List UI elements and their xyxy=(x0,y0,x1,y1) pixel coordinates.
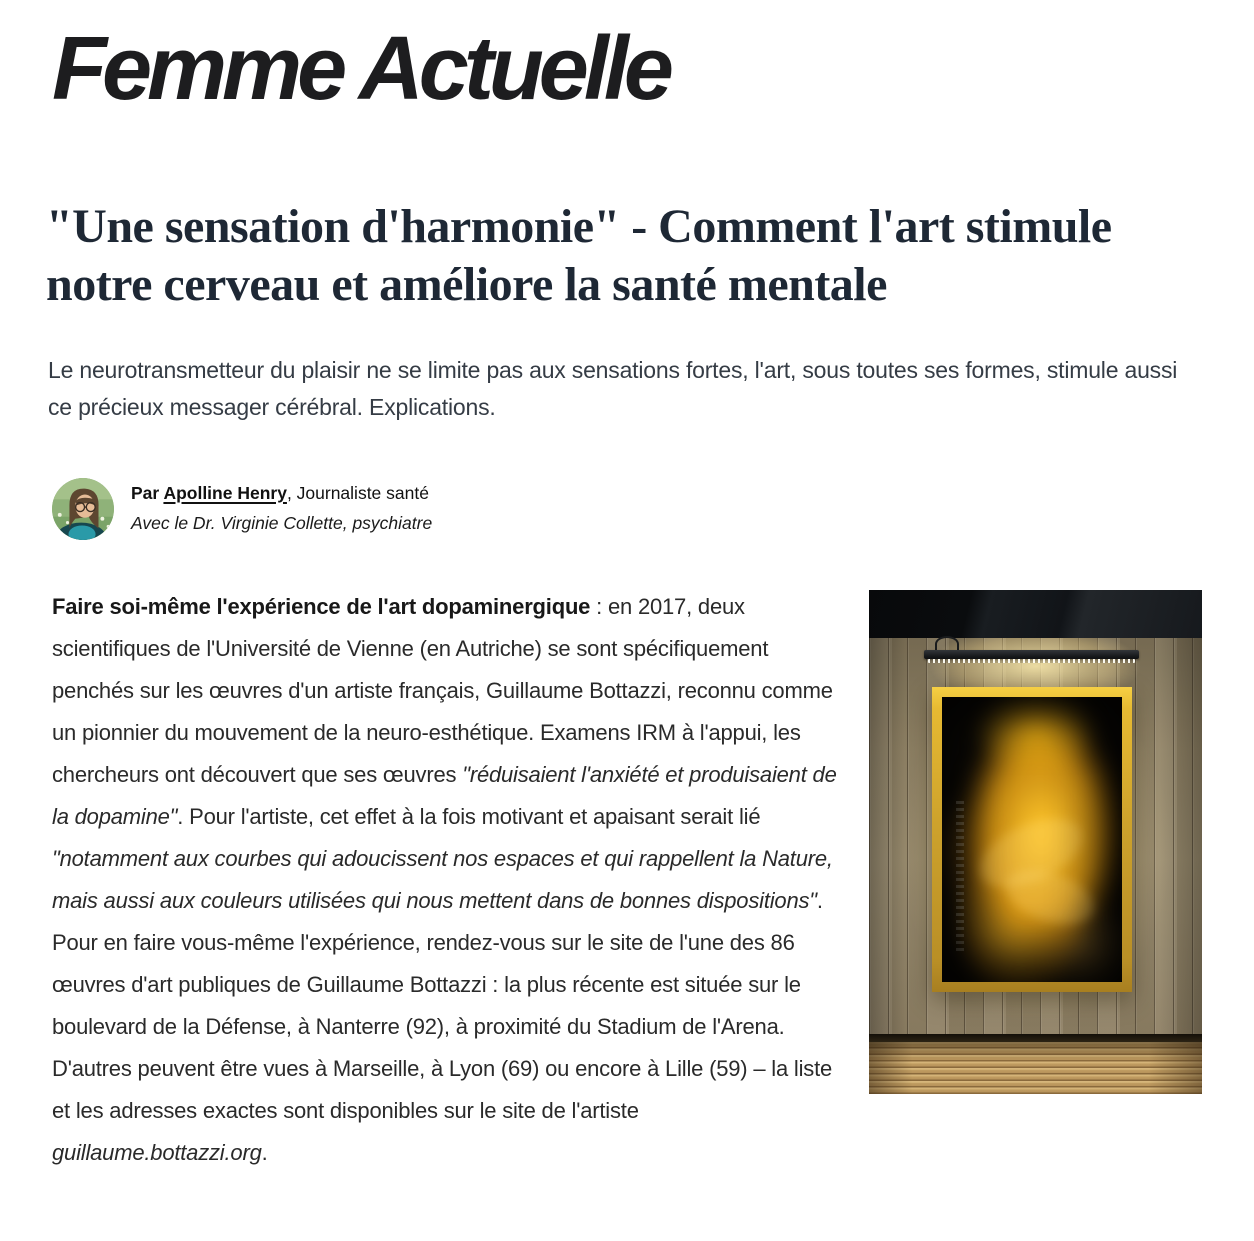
paragraph-segment: : en 2017, deux scientifiques de l'Université de Vienne (en Autriche) se sont spécifiquement penchés sur les œuvres d'un artiste français, Guillaume Bottazzi, reconnu comme un pionnier du mouvement de la neuro-esthétique. Examens IRM à l'appui, les chercheurs ont découvert que ses œuvres xyxy=(52,594,833,787)
byline-prefix: Par xyxy=(131,483,164,503)
photo-artwork xyxy=(942,697,1122,982)
photo-wall-shadow xyxy=(869,1034,1202,1042)
photo-gold-frame xyxy=(932,687,1132,992)
article-image xyxy=(869,590,1202,1094)
author-avatar-illustration xyxy=(52,478,114,540)
photo-ceiling xyxy=(869,590,1202,638)
artist-website-link[interactable]: guillaume.bottazzi.org xyxy=(52,1140,262,1165)
site-logo[interactable]: Femme Actuelle xyxy=(52,19,669,119)
photo-lamp-bar xyxy=(924,650,1139,659)
byline xyxy=(52,478,1202,540)
paragraph-quote: "notamment aux courbes qui adoucissent nos espaces et qui rappellent la Nature, mais aussi aux couleurs utilisées qui nous mettent dans de bonnes dispositions" xyxy=(52,846,833,913)
photo-lamp-led-strip xyxy=(928,659,1135,663)
byline-primary xyxy=(131,484,432,502)
article-body xyxy=(52,586,1202,1174)
author-link[interactable]: Apolline Henry xyxy=(163,483,287,503)
article-headline: "Une sensation d'harmonie" - Comment l'art stimule notre cerveau et améliore la santé mentale xyxy=(46,200,1112,311)
byline-role: , Journaliste santé xyxy=(286,483,429,503)
photo-wood-decking xyxy=(869,1042,1202,1094)
article-standfirst: Le neurotransmetteur du plaisir ne se limite pas aux sensations fortes, l'art, sous toutes ses formes, stimule aussi ce précieux messager cérébral. Explications. xyxy=(48,357,1178,420)
artwork-vignette xyxy=(942,697,1122,982)
paragraph-segment: . Pour l'artiste, cet effet à la fois motivant et apaisant serait lié xyxy=(177,804,761,829)
paragraph-segment: . Pour en faire vous-même l'expérience, rendez-vous sur le site de l'une des 86 œuvres d'art publiques de Guillaume Bottazzi : la plus récente est située sur le boulevard de la Défense, à Nanterre (92), à proximité du Stadium de l'Arena. D'autres peuvent être vues à Marseille, à Lyon (69) ou encore à Lille (59) – la liste et les adresses exactes sont disponibles sur le site de l'artiste xyxy=(52,888,833,1123)
byline-text xyxy=(131,478,432,532)
byline-secondary: Avec le Dr. Virginie Collette, psychiatre xyxy=(131,513,433,533)
author-avatar[interactable] xyxy=(52,478,114,540)
paragraph-quote: "réduisaient l'anxiété et produisaient de la dopamine" xyxy=(52,762,837,829)
paragraph-lead-bold: Faire soi-même l'expérience de l'art dopaminergique xyxy=(52,594,591,619)
paragraph-segment: . xyxy=(261,1140,268,1165)
